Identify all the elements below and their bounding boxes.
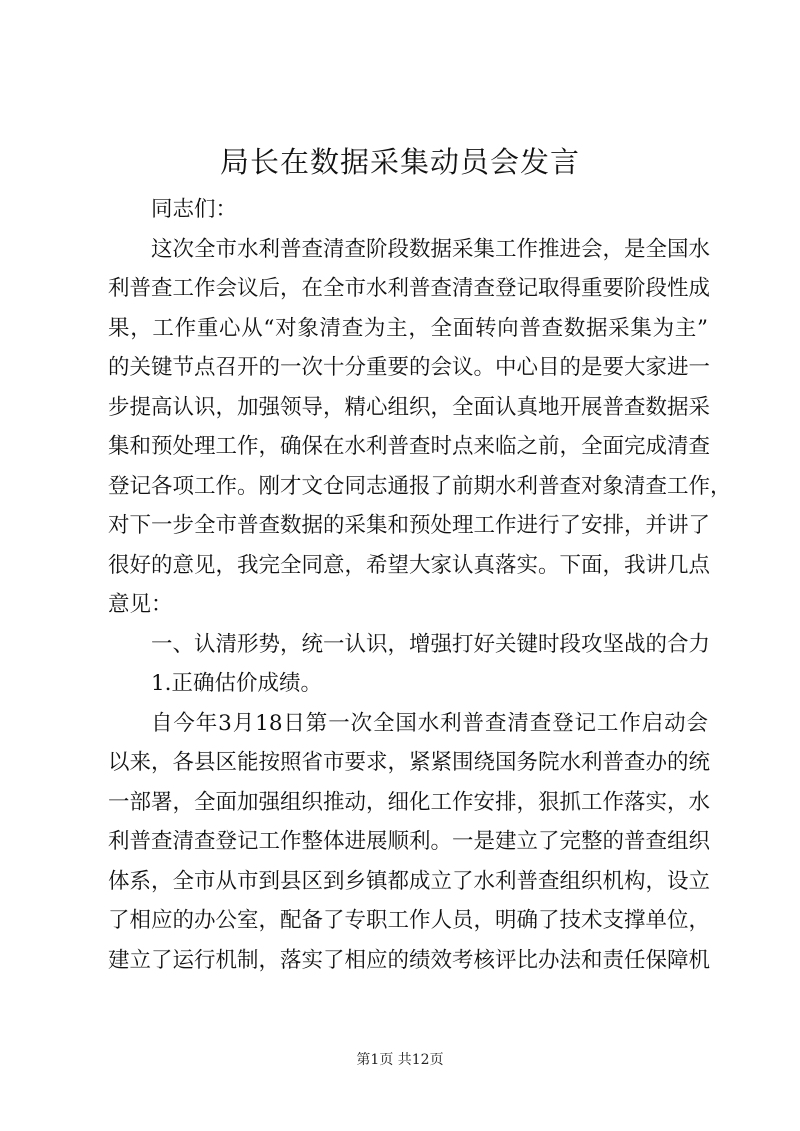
body-line: 果，工作重心从“对象清查为主，全面转向普查数据采集为主” [108, 315, 708, 341]
subsection-heading: 1.正确估价成绩。 [151, 671, 323, 696]
body-line: 一部署，全面加强组织推动，细化工作安排，狠抓工作落实，水 [108, 789, 711, 815]
salutation-line: 同志们： [151, 197, 238, 222]
document-body [108, 190, 732, 980]
body-line: 的关键节点召开的一次十分重要的会议。中心目的是要大家进一 [108, 355, 711, 380]
body-line: 了相应的办公室，配备了专职工作人员，明确了技术支撑单位， [108, 908, 711, 933]
body-line: 自今年3月18日第一次全国水利普查清查登记工作启动会 [151, 710, 708, 736]
body-line: 以来，各县区能按照省市要求，紧紧围绕国务院水利普查办的统 [108, 750, 711, 775]
page-footer: 第1页 共12页 [356, 1052, 444, 1068]
body-line: 建立了运行机制，落实了相应的绩效考核评比办法和责任保障机 [108, 947, 711, 973]
body-line: 利普查清查登记工作整体进展顺利。一是建立了完整的普查组织 [108, 829, 711, 854]
body-line: 很好的意见，我完全同意，希望大家认真落实。下面，我讲几点 [108, 552, 711, 578]
section-heading: 一、认清形势，统一认识，增强打好关键时段攻坚战的合力 [151, 631, 711, 657]
body-line: 集和预处理工作，确保在水利普查时点来临之前，全面完成清查 [108, 434, 711, 459]
body-line: 意见： [108, 592, 173, 617]
body-line: 体系，全市从市到县区到乡镇都成立了水利普查组织机构，设立 [108, 868, 711, 894]
body-line: 步提高认识，加强领导，精心组织，全面认真地开展普查数据采 [108, 394, 711, 420]
body-line: 对下一步全市普查数据的采集和预处理工作进行了安排，并讲了 [108, 513, 711, 538]
body-line: 这次全市水利普查清查阶段数据采集工作推进会，是全国水 [151, 236, 711, 262]
body-line: 利普查工作会议后，在全市水利普查清查登记取得重要阶段性成 [108, 276, 711, 301]
document-title: 局长在数据采集动员会发言 [219, 145, 580, 179]
body-line: 登记各项工作。刚才文仓同志通报了前期水利普查对象清查工作， [108, 473, 732, 499]
